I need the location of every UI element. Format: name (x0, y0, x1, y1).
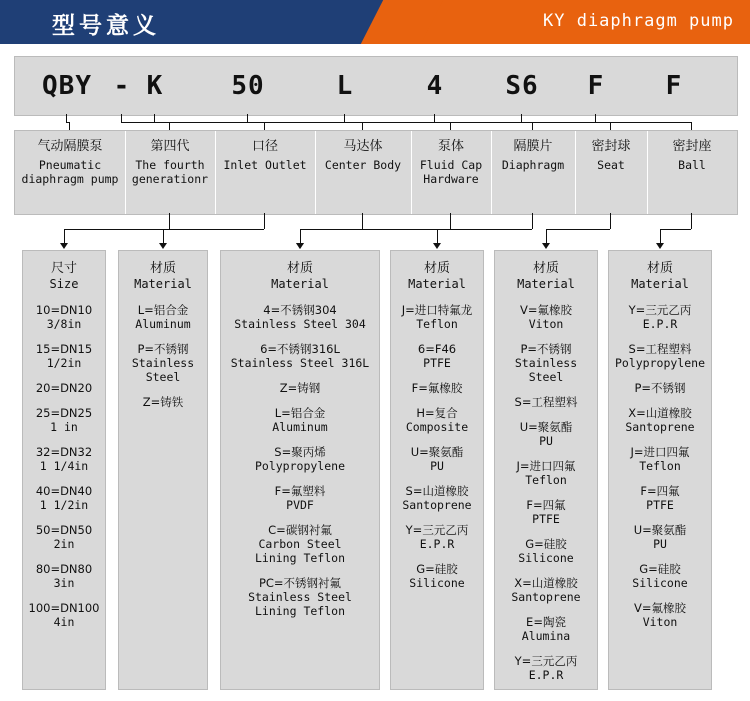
material-option (495, 459, 597, 487)
material-column-title-en: Material (134, 277, 192, 291)
header-bar (0, 0, 750, 44)
definition-label-en: Fluid Cap Hardware (419, 158, 483, 186)
definition-band (14, 130, 738, 215)
material-option-code: U=聚氨酯 (519, 420, 573, 434)
material-option-name: PTFE (423, 356, 451, 370)
definition-label-en: Pneumatic diaphragm pump (21, 158, 119, 186)
material-option-name: E.P.R (419, 537, 455, 551)
material-option-code: PC=不锈钢衬氟 (258, 576, 342, 590)
connector-line (595, 114, 596, 122)
material-column-title-zh: 材质 (646, 261, 673, 276)
material-option (495, 498, 597, 526)
material-column-title-en: Size (49, 277, 79, 291)
material-option-code: S=山道橡胶 (405, 484, 469, 498)
column-divider (315, 131, 316, 214)
connector-line (154, 114, 155, 122)
definition-label-zh: 隔膜片 (513, 139, 553, 154)
material-option (391, 342, 483, 370)
material-option-code: Z=铸铁 (142, 395, 184, 409)
material-option (221, 406, 379, 434)
connector-line (362, 213, 363, 229)
definition-cell (125, 131, 215, 214)
material-option-code: S=工程塑料 (628, 342, 692, 356)
connector-line (247, 114, 248, 122)
material-option-code: P=不锈钢 (634, 381, 686, 395)
material-option (23, 342, 105, 370)
material-option-code: J=进口四氟 (630, 445, 690, 459)
material-option (495, 537, 597, 565)
connector-line (300, 229, 450, 230)
header-right-panel (398, 0, 750, 44)
material-option (23, 523, 105, 551)
material-column (390, 250, 484, 690)
material-column-title-en: Material (631, 277, 689, 291)
material-option (221, 342, 379, 370)
material-option-name: Polypropylene (254, 459, 345, 473)
material-column-title-zh: 材质 (532, 261, 559, 276)
connector-line (434, 122, 532, 123)
material-option-name: 1 1/2in (39, 498, 89, 512)
material-option (23, 445, 105, 473)
material-option-code: 80=DN80 (35, 562, 93, 576)
material-column-title-zh: 材质 (286, 261, 313, 276)
column-divider (575, 131, 576, 214)
model-code-segment: 4 (426, 71, 444, 101)
definition-label-en: Center Body (324, 158, 402, 172)
material-option (221, 523, 379, 565)
material-option-code: Z=铸钢 (279, 381, 321, 395)
material-option-code: X=山道橡胶 (628, 406, 692, 420)
connector-line (660, 229, 661, 244)
definition-label-zh: 马达体 (343, 139, 383, 154)
material-option-code: E=陶瓷 (526, 615, 566, 629)
model-code-segment: L (336, 71, 354, 101)
material-option-name: 1 in (50, 420, 78, 434)
material-option-code: S=聚丙烯 (274, 445, 326, 459)
connector-line (532, 213, 533, 229)
material-option-name: Santoprene (511, 590, 581, 604)
material-option (23, 381, 105, 395)
connector-line (344, 114, 345, 122)
material-option-code: 32=DN32 (35, 445, 93, 459)
material-option-name: 1/2in (46, 356, 82, 370)
material-option-name: Silicone (409, 576, 465, 590)
material-option-name: 1 1/4in (39, 459, 89, 473)
arrow-down-icon (433, 243, 441, 249)
material-option-name: 3in (53, 576, 75, 590)
material-option (391, 445, 483, 473)
connector-line (660, 229, 691, 230)
column-divider (125, 131, 126, 214)
material-option-name: E.P.R (642, 317, 678, 331)
material-option (221, 576, 379, 618)
page-title: 型号意义 (52, 13, 160, 39)
material-column (608, 250, 712, 690)
arrow-down-icon (656, 243, 664, 249)
material-option-code: Y=三元乙丙 (514, 654, 578, 668)
material-option-code: F=四氟 (640, 484, 680, 498)
material-option-code: 25=DN25 (35, 406, 93, 420)
material-option (609, 381, 711, 395)
definition-label-zh: 密封座 (672, 139, 712, 154)
column-divider (491, 131, 492, 214)
material-option (119, 342, 207, 384)
material-option-code: S=工程塑料 (514, 395, 578, 409)
material-option-code: F=氟橡胶 (411, 381, 463, 395)
material-option-name: Aluminum (135, 317, 191, 331)
material-option-name: PTFE (646, 498, 674, 512)
material-option-name: Stainless Steel 316L (230, 356, 370, 370)
material-option-name: Viton (528, 317, 564, 331)
material-option (23, 484, 105, 512)
material-option-code: 6=F46 (417, 342, 457, 356)
material-option-name: Santoprene (402, 498, 472, 512)
material-option-name-2: Lining Teflon (254, 604, 345, 618)
material-option (495, 303, 597, 331)
material-column (220, 250, 380, 690)
definition-cell (411, 131, 491, 214)
definition-label-zh: 密封球 (591, 139, 631, 154)
arrow-down-icon (542, 243, 550, 249)
material-column-title-en: Material (408, 277, 466, 291)
material-option (221, 303, 379, 331)
definition-label-zh: 泵体 (437, 139, 464, 154)
material-option-name: PU (653, 537, 667, 551)
material-option-name: PVDF (286, 498, 314, 512)
material-option (221, 381, 379, 395)
definition-label-en: The fourth generationr (131, 158, 209, 186)
connector-line (66, 114, 67, 122)
material-option-code: U=聚氨酯 (410, 445, 464, 459)
material-column-title-zh: 尺寸 (50, 261, 77, 276)
connector-line (610, 213, 611, 229)
model-code-segment: F (665, 71, 683, 101)
material-option-code: 20=DN20 (35, 381, 93, 395)
material-option-name: Stainless Steel 304 (234, 317, 366, 331)
column-divider (411, 131, 412, 214)
material-option (609, 484, 711, 512)
model-code-row (14, 56, 738, 116)
material-option-code: U=聚氨酯 (633, 523, 687, 537)
material-option-name: Stainless Steel (514, 356, 578, 384)
model-code-segment: K (146, 71, 164, 101)
material-option-name: 3/8in (46, 317, 82, 331)
model-code-segment: 50 (231, 71, 265, 101)
connector-line (121, 114, 122, 122)
brand-label: KY diaphragm pump (543, 11, 734, 31)
material-option-name: Teflon (525, 473, 567, 487)
material-option (23, 601, 105, 629)
material-option (23, 406, 105, 434)
definition-label-zh: 口径 (251, 139, 278, 154)
model-code-segment: - (113, 71, 131, 101)
material-option (609, 523, 711, 551)
arrow-down-icon (60, 243, 68, 249)
material-option (221, 445, 379, 473)
material-option-code: 40=DN40 (35, 484, 93, 498)
definition-cell (491, 131, 575, 214)
definition-label-en: Inlet Outlet (223, 158, 307, 172)
material-option (221, 484, 379, 512)
material-option-code: J=进口四氟 (516, 459, 576, 473)
material-option (119, 303, 207, 331)
material-option (609, 445, 711, 473)
material-column-title-zh: 材质 (149, 261, 176, 276)
material-option (391, 484, 483, 512)
model-code-segment: F (587, 71, 605, 101)
connector-line (521, 114, 522, 122)
material-option-name: PU (539, 434, 553, 448)
definition-label-zh: 第四代 (150, 139, 190, 154)
definition-cell (15, 131, 125, 214)
connector-line (434, 114, 435, 122)
definition-label-en: Ball (678, 158, 706, 172)
connector-line (64, 229, 65, 244)
material-option (609, 303, 711, 331)
material-option-name: Alumina (521, 629, 571, 643)
material-option-name: Santoprene (625, 420, 695, 434)
material-option-name: Teflon (416, 317, 458, 331)
material-option-code: P=不锈钢 (137, 342, 189, 356)
material-option-name: Teflon (639, 459, 681, 473)
connector-line (450, 213, 451, 229)
material-option-name: Stainless Steel (131, 356, 195, 384)
arrow-down-icon (296, 243, 304, 249)
definition-label-en: Diaphragm (501, 158, 565, 172)
material-option-code: G=硅胶 (525, 537, 567, 551)
connector-line (595, 122, 691, 123)
material-option-code: Y=三元乙丙 (628, 303, 692, 317)
material-option-name: PU (430, 459, 444, 473)
material-option (609, 601, 711, 629)
material-column (118, 250, 208, 690)
connector-line (169, 213, 170, 229)
material-option (609, 562, 711, 590)
model-code-segment: S6 (505, 71, 539, 101)
material-option-name: Silicone (632, 576, 688, 590)
material-option-code: V=氟橡胶 (633, 601, 686, 615)
material-option-code: 100=DN100 (28, 601, 100, 615)
material-option-code: J=进口特氟龙 (401, 303, 473, 317)
material-option (495, 615, 597, 643)
material-option-code: C=碳钢衬氟 (268, 523, 332, 537)
material-option-name: E.P.R (528, 668, 564, 682)
definition-label-en: Seat (597, 158, 625, 172)
material-option-name: 2in (53, 537, 75, 551)
connector-line (691, 122, 692, 130)
connector-line (69, 122, 70, 130)
material-option (495, 342, 597, 384)
material-option-code: 4=不锈钢304 (263, 303, 337, 317)
material-option-name: Stainless Steel (248, 590, 352, 604)
definition-cell (315, 131, 411, 214)
model-code-segment: QBY (42, 71, 92, 101)
material-column-title-en: Material (517, 277, 575, 291)
material-option-code: F=四氟 (526, 498, 566, 512)
material-option-name-2: Lining Teflon (254, 551, 345, 565)
material-option (23, 562, 105, 590)
material-option-code: 6=不锈钢316L (260, 342, 340, 356)
material-option (391, 406, 483, 434)
connector-line (437, 229, 532, 230)
material-option (391, 381, 483, 395)
material-option (391, 523, 483, 551)
connector-line (437, 229, 438, 244)
material-option-code: L=铝合金 (137, 303, 189, 317)
material-option-code: X=山道橡胶 (514, 576, 578, 590)
definition-label-zh: 气动隔膜泵 (37, 139, 103, 154)
material-option-code: 15=DN15 (35, 342, 93, 356)
material-option-name: Composite (405, 420, 469, 434)
material-option-code: V=氟橡胶 (519, 303, 572, 317)
material-option (495, 395, 597, 409)
column-divider (647, 131, 648, 214)
material-option-name: PTFE (532, 512, 560, 526)
material-option-name: Polypropylene (614, 356, 705, 370)
definition-cell (575, 131, 647, 214)
material-column (494, 250, 598, 690)
material-option-code: H=复合 (416, 406, 458, 420)
material-option-code: L=铝合金 (274, 406, 326, 420)
material-option-code: 50=DN50 (35, 523, 93, 537)
material-column-title-zh: 材质 (423, 261, 450, 276)
material-option-code: G=硅胶 (416, 562, 458, 576)
material-option-code: Y=三元乙丙 (405, 523, 469, 537)
material-option (391, 562, 483, 590)
arrow-down-icon (159, 243, 167, 249)
material-option-code: 10=DN10 (35, 303, 93, 317)
connector-line (546, 229, 547, 244)
material-column (22, 250, 106, 690)
material-option-name: 4in (53, 615, 75, 629)
connector-line (691, 213, 692, 229)
material-option (391, 303, 483, 331)
material-option-code: G=硅胶 (639, 562, 681, 576)
material-option (495, 576, 597, 604)
material-option (609, 342, 711, 370)
material-option (609, 406, 711, 434)
connector-line (546, 229, 610, 230)
material-option-name: Carbon Steel (258, 537, 342, 551)
connector-line (264, 213, 265, 229)
material-option (495, 420, 597, 448)
material-option (495, 654, 597, 682)
connector-line (300, 229, 301, 244)
material-option (119, 395, 207, 409)
material-option-name: Aluminum (272, 420, 328, 434)
material-option-name: Viton (642, 615, 678, 629)
column-divider (215, 131, 216, 214)
material-option-name: Silicone (518, 551, 574, 565)
definition-cell (647, 131, 737, 214)
definition-cell (215, 131, 315, 214)
material-option-code: F=氟塑料 (274, 484, 326, 498)
connector-line (163, 229, 164, 244)
material-option (23, 303, 105, 331)
material-column-title-en: Material (271, 277, 329, 291)
material-option-code: P=不锈钢 (520, 342, 572, 356)
